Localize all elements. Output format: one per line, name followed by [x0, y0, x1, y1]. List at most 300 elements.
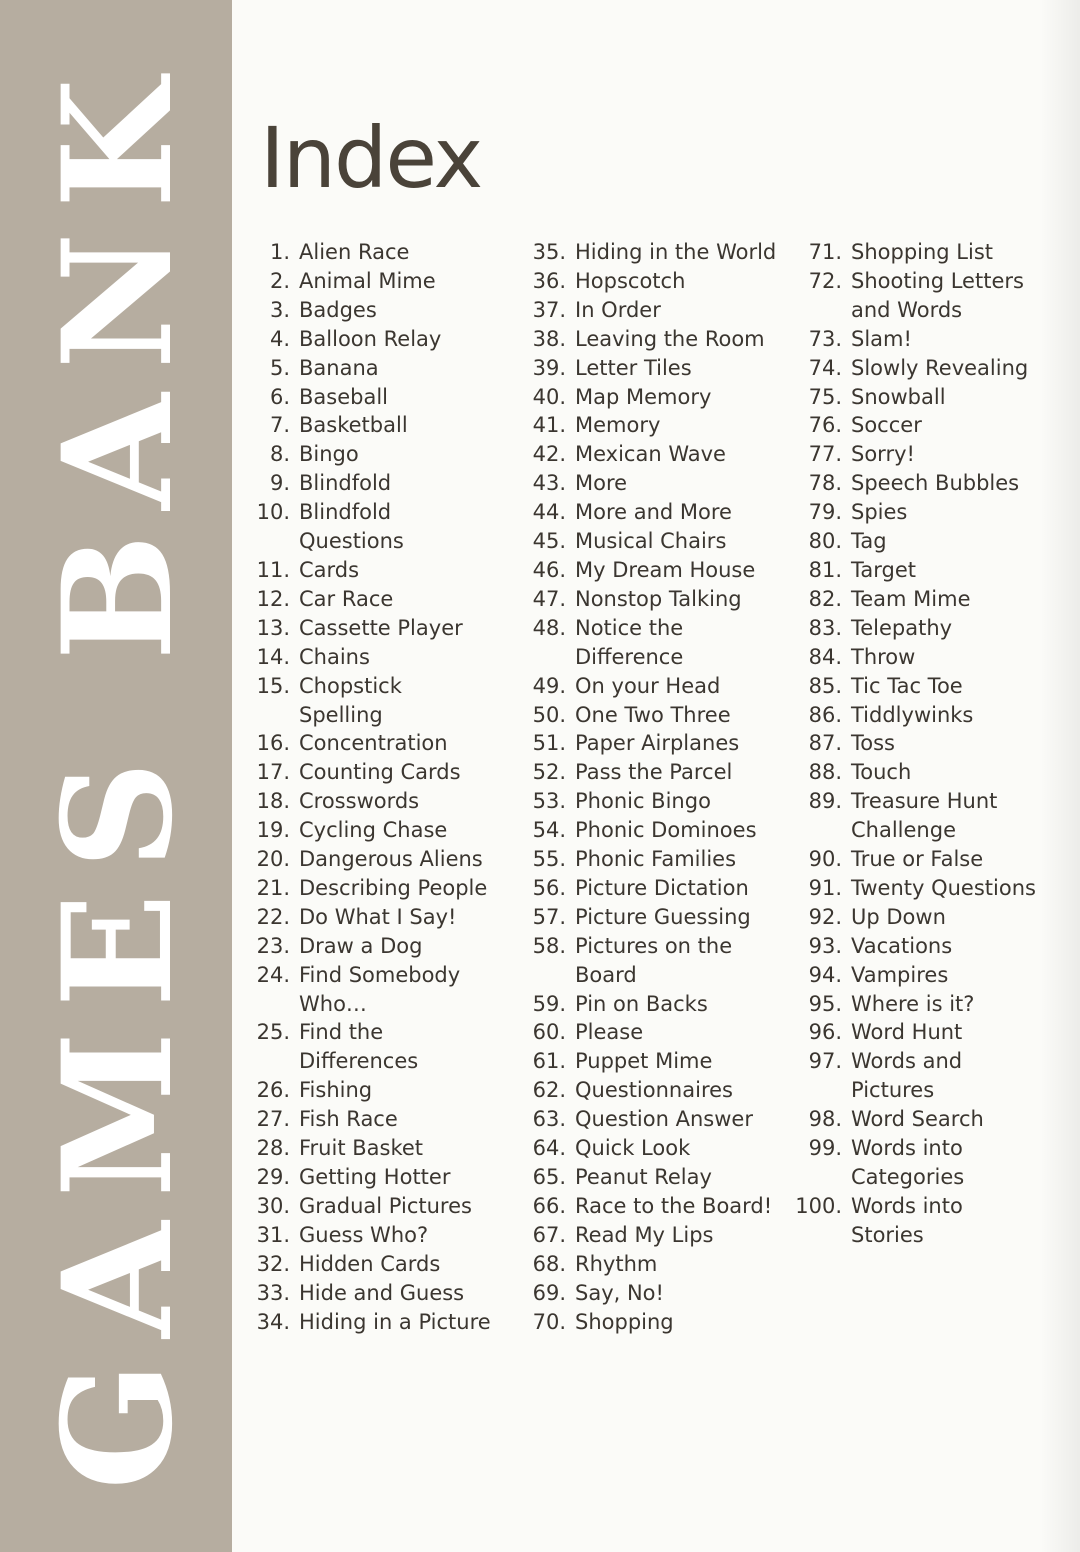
entry-title — [299, 643, 520, 672]
entry-title-line: Basketball — [299, 413, 408, 438]
sidebar-band — [0, 0, 232, 1552]
index-entry — [794, 874, 1074, 903]
entry-title — [575, 527, 800, 556]
entry-number: 96. — [808, 1020, 842, 1045]
entry-title — [575, 1047, 800, 1076]
entry-number: 65. — [532, 1165, 566, 1189]
entry-number: 3. — [269, 297, 290, 322]
entry-title-line: Draw a Dog — [299, 933, 423, 958]
index-entry — [250, 643, 520, 672]
entry-title-line: Snowball — [851, 384, 946, 409]
entry-number: 76. — [808, 413, 842, 438]
index-entry — [518, 903, 800, 932]
entry-title — [299, 903, 520, 932]
entry-title — [575, 585, 800, 614]
entry-title — [851, 758, 1074, 787]
entry-title-line: Toss — [851, 731, 895, 756]
entry-title-line: One Two Three — [575, 702, 731, 727]
entry-title — [575, 1076, 800, 1105]
entry-title — [299, 1192, 520, 1221]
index-entry — [794, 1105, 1074, 1134]
entry-title — [575, 411, 800, 440]
entry-title-line: Categories — [851, 1165, 965, 1189]
entry-number: 36. — [532, 268, 566, 293]
entry-title-line: Puppet Mime — [575, 1049, 713, 1074]
entry-title-line: Tag — [851, 529, 887, 554]
entry-number: 22. — [256, 904, 290, 929]
entry-number: 18. — [256, 789, 290, 814]
entry-title-line: Blindfold — [299, 500, 392, 525]
entry-number: 79. — [808, 500, 842, 525]
index-entry — [518, 1105, 800, 1134]
entry-title-line: Spies — [851, 500, 908, 525]
entry-number: 4. — [269, 326, 290, 351]
entry-number: 17. — [256, 760, 290, 785]
entry-title — [851, 1192, 1074, 1250]
entry-title-line: Fruit Basket — [299, 1136, 424, 1161]
entry-title-line: True or False — [851, 847, 984, 872]
index-entry — [250, 411, 520, 440]
entry-title — [851, 411, 1074, 440]
entry-title-line: Letter Tiles — [575, 355, 692, 380]
entry-title-line: Words and — [851, 1049, 963, 1074]
entry-title-line: Pictures on the — [575, 933, 733, 958]
entry-number: 8. — [269, 442, 290, 467]
entry-title — [575, 1308, 800, 1337]
entry-number: 72. — [808, 268, 842, 293]
index-entry — [250, 267, 520, 296]
index-entry — [250, 556, 520, 585]
entry-title-line: Word Hunt — [851, 1020, 963, 1045]
entry-number: 90. — [808, 847, 842, 872]
entry-number: 57. — [532, 904, 566, 929]
index-entry — [794, 787, 1074, 845]
index-entry — [518, 701, 800, 730]
entry-number: 35. — [532, 240, 566, 264]
entry-title-line: Tic Tac Toe — [851, 673, 963, 698]
index-entry — [250, 1250, 520, 1279]
index-entry — [794, 672, 1074, 701]
entry-title — [575, 1221, 800, 1250]
index-entry — [794, 527, 1074, 556]
index-entry — [250, 932, 520, 961]
entry-title — [299, 238, 520, 267]
entry-number: 1. — [269, 240, 290, 264]
index-entry — [794, 961, 1074, 990]
entry-number: 9. — [269, 471, 290, 496]
entry-title — [299, 1221, 520, 1250]
index-column-3 — [794, 238, 1074, 1250]
entry-title — [851, 1134, 1074, 1192]
entry-title — [575, 498, 800, 527]
index-entry — [518, 238, 800, 267]
entry-number: 20. — [256, 847, 290, 872]
index-entry — [250, 1163, 520, 1192]
entry-title — [851, 903, 1074, 932]
index-entry — [518, 845, 800, 874]
entry-title-line: Target — [851, 557, 916, 582]
entry-title — [575, 614, 800, 672]
index-entry — [794, 990, 1074, 1019]
entry-title — [575, 845, 800, 874]
entry-number: 73. — [808, 326, 842, 351]
entry-title-line: Picture Dictation — [575, 875, 749, 900]
entry-number: 82. — [808, 586, 842, 611]
entry-title — [851, 527, 1074, 556]
index-entry — [250, 1018, 520, 1076]
entry-number: 37. — [532, 297, 566, 322]
entry-number: 45. — [532, 529, 566, 554]
entry-title — [575, 238, 800, 267]
index-entry — [518, 325, 800, 354]
entry-title-line: Shooting Letters — [851, 268, 1024, 293]
index-entry — [250, 874, 520, 903]
index-entry — [794, 614, 1074, 643]
entry-title-line: Say, No! — [575, 1280, 664, 1305]
index-entry — [250, 354, 520, 383]
entry-title-line: Nonstop Talking — [575, 586, 742, 611]
entry-number: 46. — [532, 557, 566, 582]
entry-title-line: Word Search — [851, 1107, 984, 1132]
entry-title-line: Differences — [299, 1049, 419, 1074]
entry-number: 86. — [808, 702, 842, 727]
entry-title — [851, 325, 1074, 354]
entry-title — [299, 296, 520, 325]
entry-title-line: Pass the Parcel — [575, 760, 733, 785]
index-entry — [794, 643, 1074, 672]
entry-title-line: Shopping — [575, 1309, 674, 1334]
entry-title-line: Quick Look — [575, 1136, 691, 1161]
index-entry — [794, 585, 1074, 614]
entry-title-line: Map Memory — [575, 384, 712, 409]
entry-title — [575, 1018, 800, 1047]
entry-title-line: Difference — [575, 644, 684, 669]
entry-title — [851, 1105, 1074, 1134]
index-entry — [518, 1279, 800, 1308]
entry-title-line: Guess Who? — [299, 1222, 429, 1247]
entry-title — [299, 1163, 520, 1192]
entry-number: 83. — [808, 615, 842, 640]
entry-title — [851, 643, 1074, 672]
entry-number: 95. — [808, 991, 842, 1016]
entry-title — [575, 787, 800, 816]
entry-title — [299, 469, 520, 498]
entry-title-line: Slam! — [851, 326, 912, 351]
entry-title-line: Describing People — [299, 875, 488, 900]
entry-number: 43. — [532, 471, 566, 496]
index-entry — [794, 354, 1074, 383]
entry-title-line: Find Somebody — [299, 962, 461, 987]
entry-title — [299, 440, 520, 469]
entry-number: 33. — [256, 1280, 290, 1305]
entry-title — [299, 729, 520, 758]
index-entry — [794, 1134, 1074, 1192]
entry-title-line: Cycling Chase — [299, 818, 448, 843]
entry-number: 28. — [256, 1136, 290, 1161]
entry-number: 59. — [532, 991, 566, 1016]
entry-title-line: Fishing — [299, 1078, 373, 1103]
entry-title-line: Hopscotch — [575, 268, 686, 293]
entry-title-line: Baseball — [299, 384, 389, 409]
entry-title-line: and Words — [851, 297, 963, 322]
entry-title — [299, 383, 520, 412]
entry-number: 75. — [808, 384, 842, 409]
entry-number: 26. — [256, 1078, 290, 1103]
entry-number: 98. — [808, 1107, 842, 1132]
entry-title — [575, 440, 800, 469]
index-entry — [518, 874, 800, 903]
entry-title-line: Phonic Bingo — [575, 789, 711, 814]
index-entry — [250, 729, 520, 758]
entry-number: 84. — [808, 644, 842, 669]
entry-title-line: Find the — [299, 1020, 384, 1045]
entry-title-line: Leaving the Room — [575, 326, 765, 351]
entry-title — [299, 874, 520, 903]
entry-title-line: Hiding in a Picture — [299, 1309, 491, 1334]
entry-title-line: Hide and Guess — [299, 1280, 465, 1305]
entry-title — [575, 556, 800, 585]
entry-title — [851, 267, 1074, 325]
entry-title — [299, 411, 520, 440]
entry-title-line: Who… — [299, 991, 367, 1016]
index-entry — [518, 1047, 800, 1076]
index-entry — [518, 383, 800, 412]
entry-title-line: Soccer — [851, 413, 922, 438]
index-entry — [518, 1163, 800, 1192]
entry-number: 63. — [532, 1107, 566, 1132]
entry-title — [299, 961, 520, 1019]
entry-title-line: Balloon Relay — [299, 326, 442, 351]
entry-number: 11. — [256, 557, 290, 582]
index-entry — [518, 527, 800, 556]
entry-title-line: Musical Chairs — [575, 529, 727, 554]
entry-title — [575, 932, 800, 990]
entry-number: 6. — [269, 384, 290, 409]
entry-title — [851, 961, 1074, 990]
entry-title — [299, 325, 520, 354]
entry-title — [299, 614, 520, 643]
entry-number: 44. — [532, 500, 566, 525]
entry-number: 67. — [532, 1222, 566, 1247]
entry-number: 61. — [532, 1049, 566, 1074]
index-entry — [250, 787, 520, 816]
entry-title-line: Car Race — [299, 586, 394, 611]
entry-number: 85. — [808, 673, 842, 698]
entry-title-line: Words into — [851, 1136, 963, 1161]
entry-title — [575, 1134, 800, 1163]
entry-number: 48. — [532, 615, 566, 640]
entry-number: 68. — [532, 1251, 566, 1276]
index-entry — [518, 440, 800, 469]
entry-title — [299, 585, 520, 614]
index-entry — [250, 296, 520, 325]
entry-number: 32. — [256, 1251, 290, 1276]
entry-title — [851, 932, 1074, 961]
entry-title-line: Counting Cards — [299, 760, 461, 785]
index-entry — [518, 1221, 800, 1250]
entry-title-line: More — [575, 471, 628, 496]
entry-title-line: Concentration — [299, 731, 448, 756]
entry-title — [575, 296, 800, 325]
index-entry — [250, 585, 520, 614]
entry-number: 70. — [532, 1309, 566, 1334]
entry-title — [851, 1047, 1074, 1105]
index-entry — [794, 729, 1074, 758]
entry-title-line: In Order — [575, 297, 661, 322]
index-entry — [794, 556, 1074, 585]
entry-number: 100. — [795, 1193, 842, 1218]
index-entry — [794, 411, 1074, 440]
entry-title-line: Where is it? — [851, 991, 975, 1016]
entry-title — [575, 816, 800, 845]
index-entry — [518, 1308, 800, 1337]
entry-number: 94. — [808, 962, 842, 987]
index-entry — [250, 1221, 520, 1250]
sidebar-title: GAMES BANK — [30, 53, 206, 1491]
entry-title-line: Cassette Player — [299, 615, 463, 640]
entry-title — [299, 845, 520, 874]
entry-number: 30. — [256, 1193, 290, 1218]
entry-title — [575, 325, 800, 354]
entry-number: 77. — [808, 442, 842, 467]
index-entry — [794, 325, 1074, 354]
entry-title — [299, 556, 520, 585]
entry-title — [575, 1163, 800, 1192]
index-entry — [250, 961, 520, 1019]
index-entry — [794, 440, 1074, 469]
entry-title — [851, 729, 1074, 758]
entry-title-line: Question Answer — [575, 1107, 753, 1132]
index-entry — [250, 325, 520, 354]
entry-title-line: Words into — [851, 1193, 963, 1218]
index-entry — [518, 1192, 800, 1221]
index-entry — [250, 614, 520, 643]
entry-title-line: Shopping List — [851, 240, 994, 264]
entry-title — [851, 440, 1074, 469]
index-entry — [794, 498, 1074, 527]
entry-number: 47. — [532, 586, 566, 611]
entry-number: 55. — [532, 847, 566, 872]
index-entry — [518, 758, 800, 787]
entry-title-line: Peanut Relay — [575, 1165, 712, 1189]
entry-title-line: Animal Mime — [299, 268, 436, 293]
entry-number: 7. — [269, 413, 290, 438]
entry-title-line: Pin on Backs — [575, 991, 708, 1016]
entry-title-line: Vampires — [851, 962, 949, 987]
entry-title-line: Sorry! — [851, 442, 915, 467]
entry-title — [299, 1279, 520, 1308]
entry-number: 50. — [532, 702, 566, 727]
index-entry — [794, 903, 1074, 932]
entry-title-line: Treasure Hunt — [851, 789, 998, 814]
entry-number: 81. — [808, 557, 842, 582]
entry-number: 99. — [808, 1136, 842, 1161]
entry-title-line: Telepathy — [851, 615, 953, 640]
entry-number: 5. — [269, 355, 290, 380]
entry-title-line: Throw — [851, 644, 916, 669]
entry-number: 41. — [532, 413, 566, 438]
index-entry — [518, 614, 800, 672]
entry-number: 39. — [532, 355, 566, 380]
entry-title — [851, 990, 1074, 1019]
entry-number: 38. — [532, 326, 566, 351]
entry-number: 14. — [256, 644, 290, 669]
index-entry — [250, 238, 520, 267]
entry-title — [851, 614, 1074, 643]
entry-number: 54. — [532, 818, 566, 843]
entry-title-line: Tiddlywinks — [851, 702, 974, 727]
entry-number: 52. — [532, 760, 566, 785]
index-entry — [794, 1018, 1074, 1047]
entry-number: 69. — [532, 1280, 566, 1305]
index-entry — [794, 238, 1074, 267]
entry-title-line: Badges — [299, 297, 377, 322]
entry-title-line: Blindfold — [299, 471, 392, 496]
entry-title — [851, 701, 1074, 730]
entry-number: 27. — [256, 1107, 290, 1132]
entry-title-line: Up Down — [851, 904, 946, 929]
index-entry — [518, 411, 800, 440]
index-entry — [250, 1105, 520, 1134]
index-entry — [250, 1192, 520, 1221]
entry-number: 74. — [808, 355, 842, 380]
entry-number: 93. — [808, 933, 842, 958]
entry-title — [299, 758, 520, 787]
entry-title — [299, 1308, 520, 1337]
entry-title-line: Memory — [575, 413, 661, 438]
entry-number: 89. — [808, 789, 842, 814]
entry-number: 49. — [532, 673, 566, 698]
index-entry — [250, 1134, 520, 1163]
index-entry — [250, 1279, 520, 1308]
entry-title — [299, 498, 520, 556]
index-entry — [794, 701, 1074, 730]
entry-title-line: Touch — [851, 760, 912, 785]
index-entry — [794, 469, 1074, 498]
index-entry — [794, 383, 1074, 412]
entry-title-line: Gradual Pictures — [299, 1193, 472, 1218]
entry-title — [575, 1279, 800, 1308]
entry-title-line: Questions — [299, 529, 404, 554]
entry-title-line: Picture Guessing — [575, 904, 751, 929]
entry-title — [299, 1018, 520, 1076]
entry-title-line: Hiding in the World — [575, 240, 777, 264]
entry-title — [851, 354, 1074, 383]
entry-number: 71. — [808, 240, 842, 264]
index-entry — [250, 383, 520, 412]
entry-title-line: Bingo — [299, 442, 359, 467]
entry-number: 13. — [256, 615, 290, 640]
entry-title-line: Rhythm — [575, 1251, 658, 1276]
entry-title — [851, 498, 1074, 527]
entry-number: 34. — [256, 1309, 290, 1334]
index-entry — [250, 1076, 520, 1105]
index-entry — [250, 758, 520, 787]
entry-number: 53. — [532, 789, 566, 814]
entry-number: 10. — [256, 500, 290, 525]
entry-number: 51. — [532, 731, 566, 756]
index-entry — [250, 903, 520, 932]
entry-title-line: More and More — [575, 500, 732, 525]
entry-title-line: Hidden Cards — [299, 1251, 441, 1276]
entry-number: 87. — [808, 731, 842, 756]
index-entry — [518, 585, 800, 614]
entry-number: 2. — [269, 268, 290, 293]
entry-number: 15. — [256, 673, 290, 698]
entry-title-line: Please — [575, 1020, 644, 1045]
entry-title — [575, 383, 800, 412]
entry-number: 40. — [532, 384, 566, 409]
